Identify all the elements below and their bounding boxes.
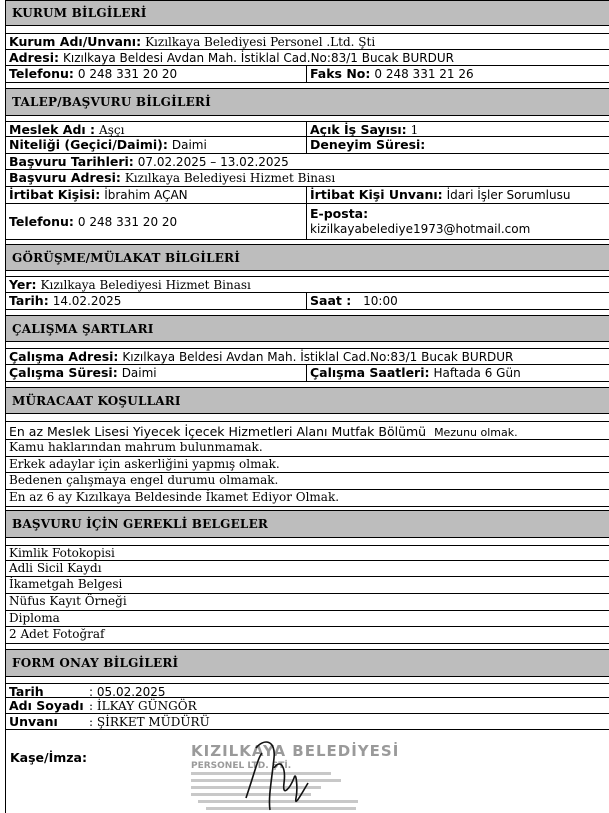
kurum-faks-value: 0 248 331 21 26 [374,67,474,81]
stamp-line2: PERSONEL LTD. ŞTİ. [191,761,292,771]
section-header-kurum [6,0,609,26]
acik-is-label: Açık İş Sayısı: [310,122,407,137]
gorusme-yer-label: Yer: [9,277,37,292]
belge-item-text: Diploma [9,611,60,625]
acik-is-value: 1 [410,123,419,137]
gorusme-tarih-value: 14.02.2025 [52,294,122,308]
gorusme-saat-value: 10:00 [363,294,398,308]
calisma-adres-value: Kızılkaya Beldesi Avdan Mah. İstiklal Cad.No:83/1 Bucak BURDUR [122,350,514,364]
muracaat-item [6,473,609,490]
nitelik-value: Daimi [171,138,207,152]
muracaat-item [6,421,609,440]
irtibat-value: İbrahim AÇAN [104,188,188,202]
stamp-signature-image [186,738,400,813]
calisma-adres-label: Çalışma Adresi: [9,349,119,364]
gorusme-yer-value: Kızılkaya Belediyesi Hizmet Binası [40,278,251,292]
calisma-header-text: ÇALIŞMA ŞARTLARI [12,321,154,336]
kurum-adres-label: Adresi: [9,50,59,65]
calisma-saat-value: Haftada 6 Gün [433,366,521,380]
talep-irtibat-row [6,187,609,204]
section-header-belgeler [6,510,609,538]
gorusme-tarih-label: Tarih: [9,293,49,308]
gorusme-tarih-row [6,293,609,310]
belge-item-text: Nüfus Kayıt Örneği [9,594,127,608]
onay-ad-value: : İLKAY GÜNGÖR [89,699,197,713]
kurum-adres-row [6,50,609,66]
onay-unvan-value: : ŞİRKET MÜDÜRÜ [89,715,210,729]
calisma-saat-label: Çalışma Saatleri: [310,365,430,380]
calisma-adres-row [6,348,609,365]
meslek-label: Meslek Adı : [9,122,96,137]
belge-item-text: Kimlik Fotokopisi [9,546,115,560]
onay-tarih-row [6,683,609,698]
section-header-onay [6,649,609,677]
section-header-talep [6,88,609,116]
eposta-value[interactable]: kizilkayabelediye1973@hotmail.com [310,222,531,236]
belge-item-text: 2 Adet Fotoğraf [9,627,105,641]
eposta-label: E-posta: [310,206,369,221]
section-header-calisma [6,315,609,342]
talep-tarih-row [6,154,609,170]
belge-item [6,545,609,561]
onay-unvan-row [6,714,609,730]
belge-item-text: İkametgah Belgesi [9,577,123,591]
calisma-sure-value: Daimi [121,366,157,380]
talep-telefon-label: Telefonu: [9,214,74,229]
kurum-header-text: KURUM BİLGİLERİ [12,6,147,20]
stamp-line1: KIZILKAYA BELEDİYESİ [191,742,400,760]
belge-item [6,627,609,644]
form-frame [5,0,609,813]
irtibat-label: İrtibat Kişisi: [9,187,101,202]
kurum-adres-value: Kızılkaya Beldesi Avdan Mah. İstiklal Cad.No:83/1 Bucak BURDUR [62,51,454,65]
calisma-sure-row [6,365,609,382]
section-header-muracaat [6,387,609,414]
kurum-telefon-label: Telefonu: [9,66,74,81]
kase-imza-label: Kaşe/İmza: [10,750,87,765]
talep-header-text: TALEP/BAŞVURU BİLGİLERİ [12,95,211,109]
talep-telefon-row [6,204,609,240]
meslek-value: Aşçı [99,123,125,137]
onay-tarih-label: Tarih [9,684,44,699]
kurum-faks-label: Faks No: [310,66,371,81]
basvuru-adres-value: Kızılkaya Belediyesi Hizmet Binası [124,171,336,185]
muracaat-item-text: Erkek adaylar için askerliğini yapmış olmak. [9,457,280,471]
kurum-telefon-value: 0 248 331 20 20 [77,67,178,81]
kurum-ad-value: Kızılkaya Belediyesi Personel .Ltd. Şti [145,35,376,49]
basvuru-tarih-label: Başvuru Tarihleri: [9,154,134,169]
muracaat-item-text: En az 6 ay Kızılkaya Beldesinde İkamet Ediyor Olmak. [9,490,340,504]
belge-item [6,561,609,577]
onay-unvan-label: Unvanı [9,714,58,729]
nitelik-label: Niteliği (Geçici/Daimi): [9,137,168,152]
deneyim-label: Deneyim Süresi: [310,137,426,152]
muracaat-item [6,490,609,507]
basvuru-adres-label: Başvuru Adresi: [9,170,121,185]
onay-ad-label: Adı Soyadı [9,698,84,713]
muracaat-item-suffix: Mezunu olmak. [434,426,518,439]
belge-item [6,611,609,627]
calisma-sure-label: Çalışma Süresi: [9,365,118,380]
kurum-ad-label: Kurum Adı/Unvanı: [9,34,142,49]
muracaat-item-text: Kamu haklarından mahrum bulunmamak. [9,440,263,454]
muracaat-item [6,440,609,457]
belge-item-text: Adli Sicil Kaydı [9,561,102,575]
belge-item [6,577,609,594]
talep-adres-row [6,170,609,187]
gorusme-header-text: GÖRÜŞME/MÜLAKAT BİLGİLERİ [12,250,241,265]
talep-nitelik-row [6,137,609,154]
belgeler-header-text: BAŞVURU İÇİN GEREKLİ BELGELER [12,517,269,531]
gorusme-saat-label: Saat : [310,293,352,308]
muracaat-item [6,457,609,473]
talep-telefon-value: 0 248 331 20 20 [77,215,178,229]
onay-header-text: FORM ONAY BİLGİLERİ [12,656,179,670]
talep-meslek-row [6,121,609,137]
basvuru-tarih-value: 07.02.2025 – 13.02.2025 [137,155,289,169]
kurum-ad-row [6,33,609,50]
section-header-gorusme [6,244,609,271]
muracaat-header-text: MÜRACAAT KOŞULLARI [12,393,181,408]
onay-ad-row [6,698,609,714]
onay-tarih-value: : 05.02.2025 [89,685,166,699]
gorusme-yer-row [6,276,609,293]
kurum-telefon-row [6,66,609,83]
muracaat-item-text: En az Meslek Lisesi Yiyecek İçecek Hizmetleri Alanı Mutfak Bölümü [9,424,427,439]
irtibat-unvan-value: İdari İşler Sorumlusu [446,188,571,202]
belge-item [6,594,609,611]
muracaat-item-text: Bedenen çalışmaya engel durumu olmamak. [9,473,279,487]
irtibat-unvan-label: İrtibat Kişi Unvanı: [310,187,443,202]
